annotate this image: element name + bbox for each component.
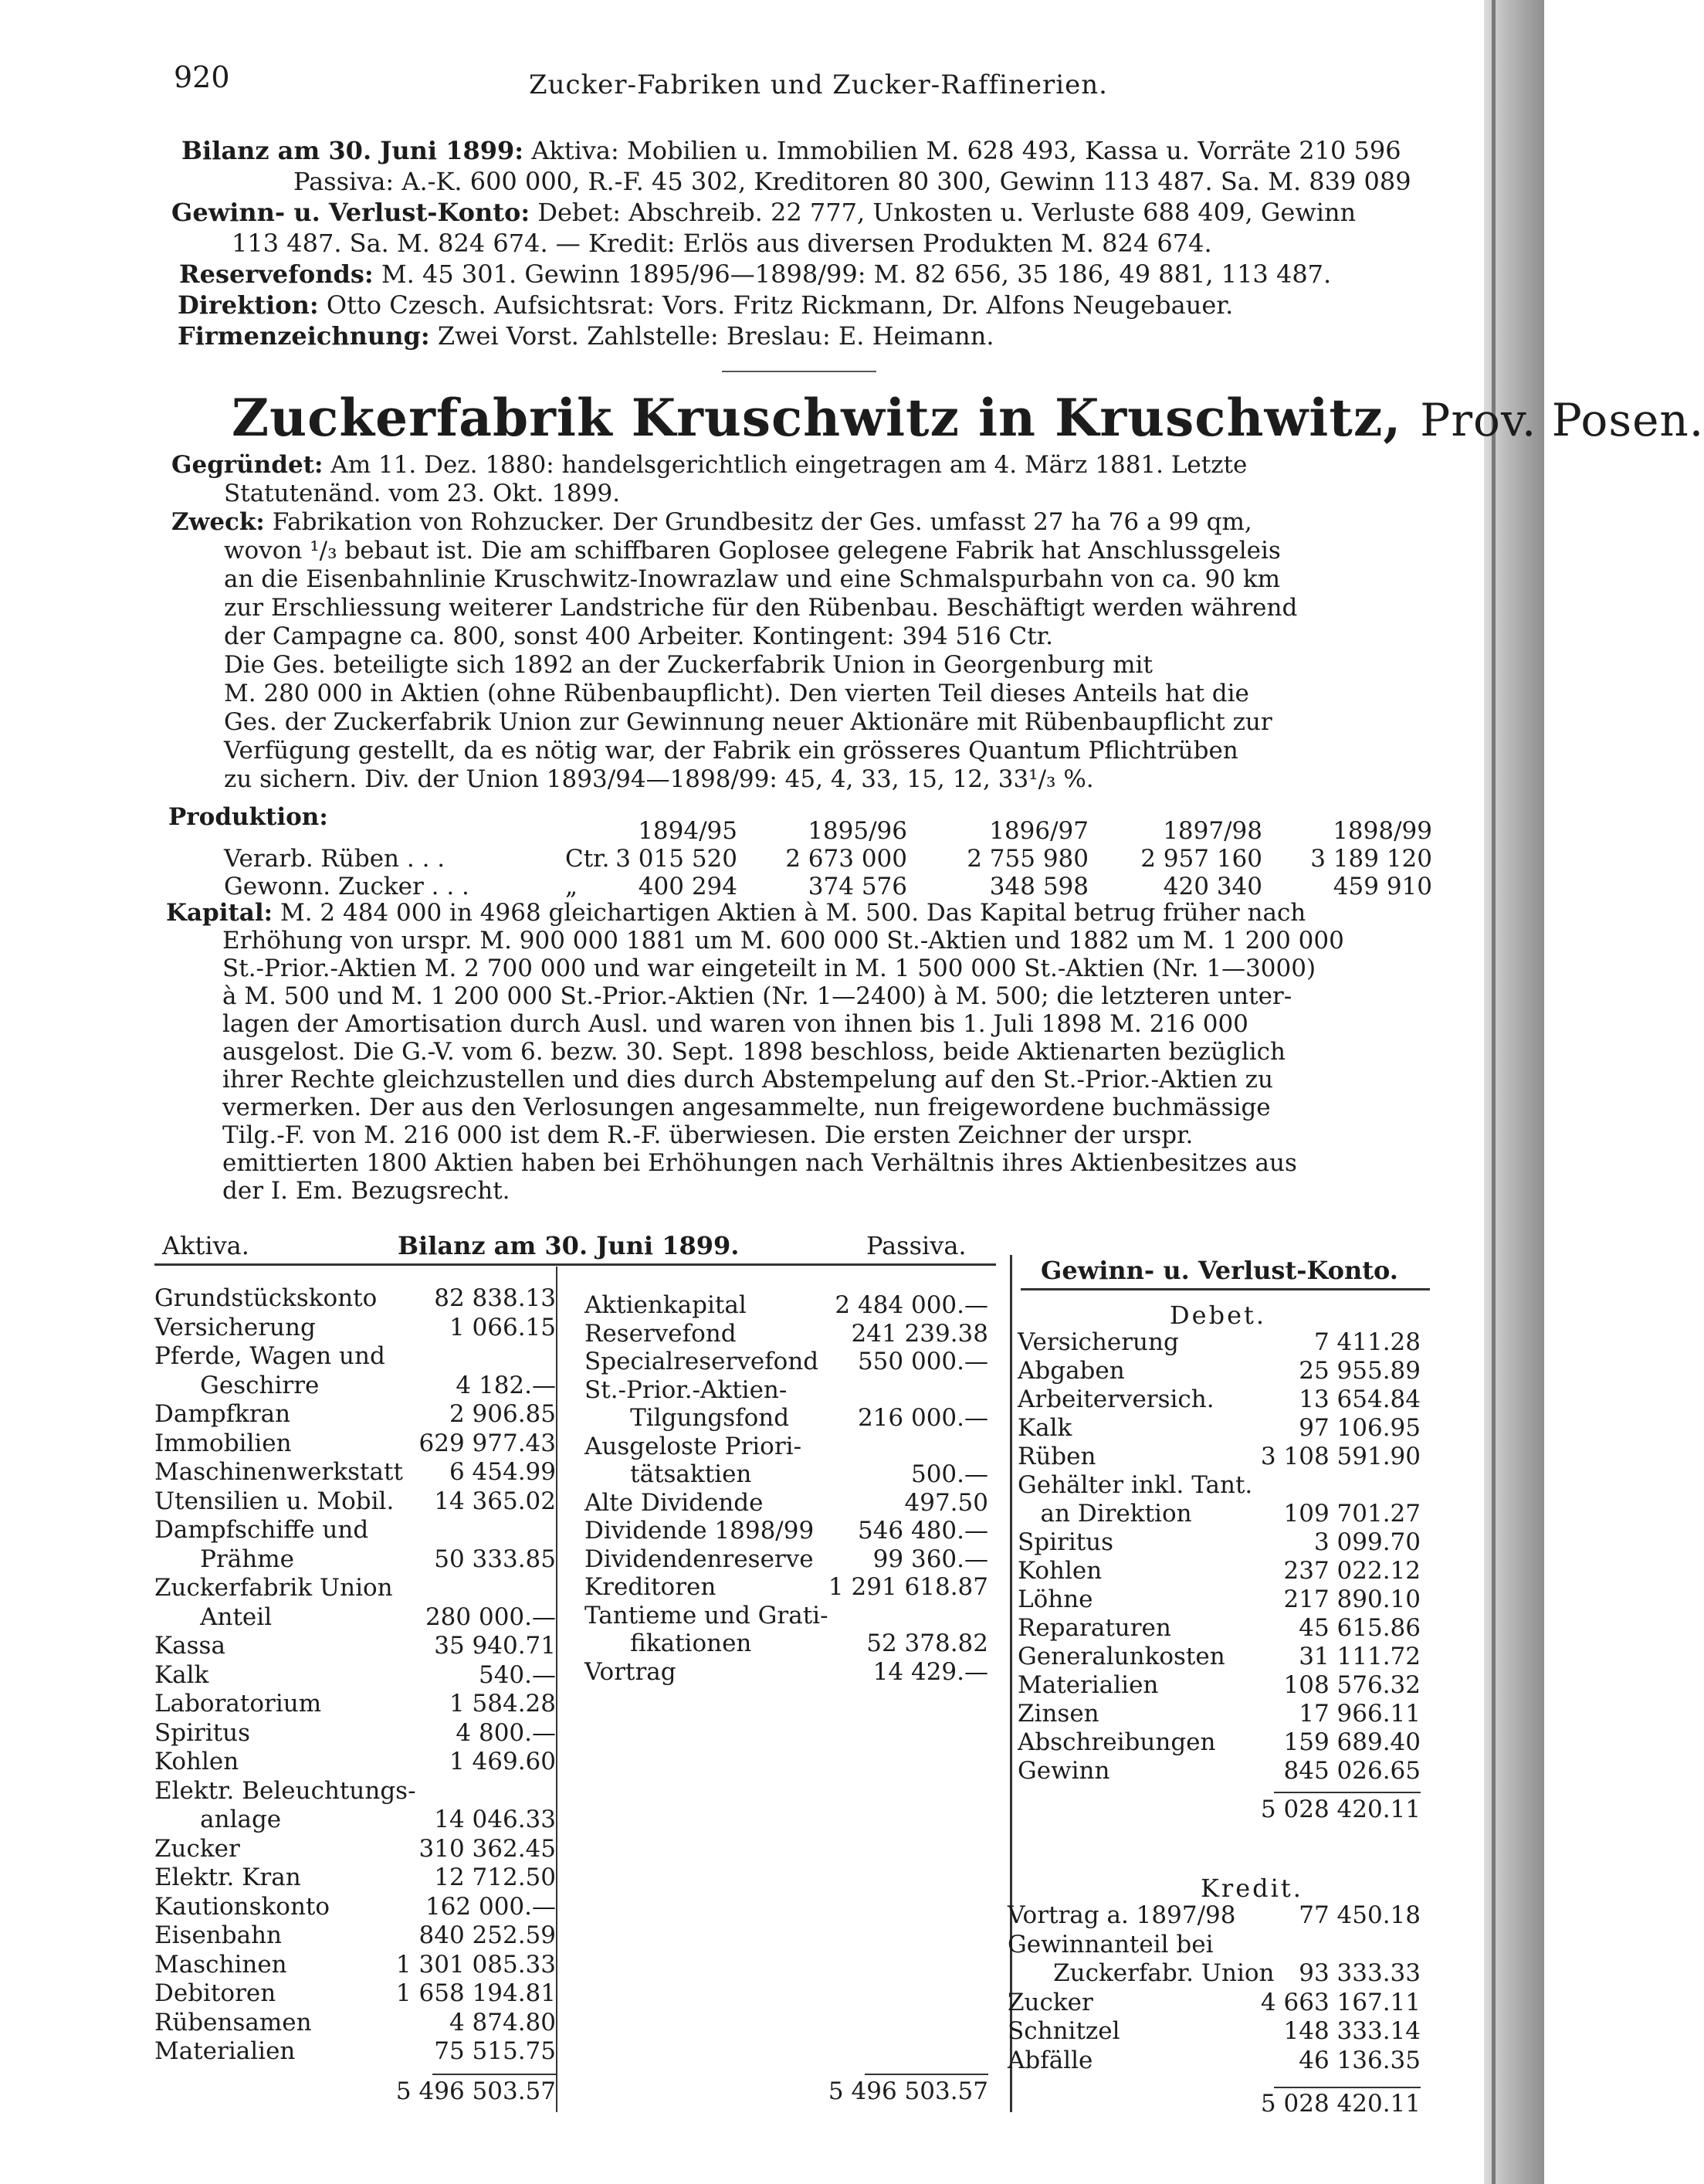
debet-total-rule xyxy=(1274,1792,1421,1793)
aktiva-row xyxy=(154,1864,556,1891)
production-unit: Ctr. xyxy=(565,845,610,873)
debet-row xyxy=(1018,1328,1421,1356)
aktiva-row-value: 1 066.15 xyxy=(449,1313,556,1341)
debet-row-name: Abschreibungen xyxy=(1018,1728,1216,1756)
entry-line xyxy=(171,452,1247,478)
capital-line-text: Tilg.-F. von M. 216 000 ist dem R.-F. überwiesen. Die ersten Zeichner der urspr. xyxy=(222,1121,1194,1149)
aktiva-row-value: 35 940.71 xyxy=(434,1632,556,1660)
aktiva-row-value: 6 454.99 xyxy=(449,1458,556,1486)
aktiva-row xyxy=(154,1284,556,1312)
passiva-row xyxy=(584,1545,988,1573)
capital-line xyxy=(222,1150,1297,1176)
aktiva-row-name: Zuckerfabrik Union xyxy=(154,1574,393,1602)
capital-line-text: Erhöhung von urspr. M. 900 000 1881 um M. 600 000 St.-Aktien und 1882 um M. 1 200 000 xyxy=(222,927,1344,955)
balance-top-rule xyxy=(154,1263,996,1266)
aktiva-total-rule xyxy=(432,2074,556,2075)
debet-row xyxy=(1018,1443,1421,1470)
debet-row-name: Zinsen xyxy=(1018,1700,1099,1728)
passiva-row-name: Dividendenreserve xyxy=(584,1545,814,1573)
debet-row xyxy=(1018,1557,1421,1585)
passiva-row-name: Tilgungsfond xyxy=(584,1404,790,1432)
debet-row-value: 237 022.12 xyxy=(1283,1557,1421,1585)
entry-line xyxy=(171,509,1252,535)
prev-entry-line xyxy=(178,290,1233,320)
passiva-row xyxy=(584,1517,988,1545)
aktiva-row-name: Materialien xyxy=(154,2037,296,2065)
kredit-row-name: Vortrag a. 1897/98 xyxy=(1008,1901,1236,1929)
entry-line-text: zu sichern. Div. der Union 1893/94—1898/99: 45, 4, 33, 15, 12, 33¹/₃ %. xyxy=(224,765,1094,793)
entry-line xyxy=(224,738,1238,764)
debet-row-value: 3 099.70 xyxy=(1313,1528,1421,1556)
prev-entry-line-text: M. 45 301. Gewinn 1895/96—1898/99: M. 82 656, 35 186, 49 881, 113 487. xyxy=(373,259,1332,289)
debet-label: Debet. xyxy=(1170,1301,1267,1330)
debet-row-value: 159 689.40 xyxy=(1283,1728,1421,1756)
aktiva-row xyxy=(154,1342,556,1370)
company-location: Prov. Posen. xyxy=(1420,394,1704,446)
prev-entry-line-text: 113 487. Sa. M. 824 674. — Kredit: Erlös aus diversen Produkten M. 824 674. xyxy=(232,229,1212,258)
debet-row xyxy=(1018,1700,1421,1728)
kredit-row-name: Zucker xyxy=(1008,1988,1093,2016)
kredit-row-value: 4 663 167.11 xyxy=(1260,1988,1421,2016)
passiva-row-name: Ausgeloste Priori- xyxy=(584,1432,802,1460)
aktiva-row-name: Kalk xyxy=(154,1660,209,1689)
production-value: 374 576 xyxy=(808,873,907,900)
aktiva-row-name: Maschinen xyxy=(154,1950,287,1979)
aktiva-row xyxy=(154,1921,556,1949)
capital-line xyxy=(222,983,1292,1009)
entry-line-label: Gegründet: xyxy=(171,451,324,479)
aktiva-label: Aktiva. xyxy=(162,1231,249,1260)
production-value: 400 294 xyxy=(638,873,737,900)
debet-row xyxy=(1018,1357,1421,1385)
capital-line-text: ihrer Rechte gleichzustellen und dies durch Abstempelung auf den St.-Prior.-Aktien zu xyxy=(222,1066,1273,1094)
production-value: 420 340 xyxy=(1163,873,1262,900)
production-value: 2 673 000 xyxy=(785,845,907,873)
aktiva-row xyxy=(154,1806,556,1833)
passiva-row-name: tätsaktien xyxy=(584,1460,752,1488)
prev-entry-line xyxy=(181,135,1401,166)
passiva-row-value: 2 484 000.— xyxy=(835,1291,988,1319)
passiva-row-name: Tantieme und Grati- xyxy=(584,1601,828,1630)
kredit-row xyxy=(1008,1931,1421,1958)
prev-entry-line-text: Otto Czesch. Aufsichtsrat: Vors. Fritz Rickmann, Dr. Alfons Neugebauer. xyxy=(318,290,1234,320)
debet-row-value: 31 111.72 xyxy=(1299,1643,1421,1670)
aktiva-row-value: 82 838.13 xyxy=(434,1284,556,1312)
entry-line-text: Am 11. Dez. 1880: handelsgerichtlich eingetragen am 4. März 1881. Letzte xyxy=(323,451,1248,479)
prev-entry-line-label: Direktion: xyxy=(178,290,319,320)
debet-row-value: 25 955.89 xyxy=(1299,1357,1421,1385)
aktiva-row-value: 75 515.75 xyxy=(434,2037,556,2065)
debet-row-name: Arbeiterversich. xyxy=(1018,1385,1214,1413)
debet-row-name: Abgaben xyxy=(1018,1357,1125,1385)
passiva-label: Passiva. xyxy=(866,1231,967,1260)
entry-line-text: Ges. der Zuckerfabrik Union zur Gewinnung neuer Aktionäre mit Rübenbaupflicht zur xyxy=(224,708,1272,736)
aktiva-row-name: Laboratorium xyxy=(154,1690,322,1718)
aktiva-row xyxy=(154,1516,556,1544)
aktiva-row-value: 50 333.85 xyxy=(434,1545,556,1573)
passiva-row-value: 99 360.— xyxy=(872,1545,988,1573)
passiva-row-value: 14 429.— xyxy=(872,1657,988,1686)
capital-line-label: Kapital: xyxy=(166,899,273,927)
prev-entry-line xyxy=(232,228,1212,259)
passiva-row xyxy=(584,1348,988,1375)
aktiva-row xyxy=(154,1690,556,1718)
aktiva-row-value: 310 362.45 xyxy=(418,1834,556,1863)
scanned-page: 920 Zucker-Fabriken und Zucker-Raffinerien. Bilanz am 30. Juni 1899: Aktiva: Mobilien u. Immobilien M. 628 493, Kassa u. Vorräte 210 596 Passiva: A.-K. 600 000, R.-F. 45 302, Kreditoren 80 300, Gewinn 113 487. Sa. M. 839 089 Gewinn- u. Verlust-Konto: Debet: Abschreib. 22 777, Unkosten u. Verluste 688 409, Gewinn 113 487. Sa. M. 824 674. — Kredit: Erlös aus diversen Produkten M. 824 674. Reservefonds: M. 45 301. Gewinn 1895/96—1898/99: M. 82 656, 35 186, 49 881, 113 487. Direktion: Otto Czesch. Aufsichtsrat: Vors. Fritz Rickmann, Dr. Alfons Neugebauer. Firmenzeichnung: Zwei Vorst. Zahlstelle: Breslau: E. Heimann. Zuckerfabrik Kruschwitz in Kruschwitz, Prov. Posen. Gegründet: Am 11. Dez. 1880: handelsgerichtlich eingetragen am 4. März 1881. Letzte Statutenänd. vom 23. Okt. 1899. Zweck: Fabrikation von Rohzucker. Der Grundbesitz der Ges. umfasst 27 ha 76 a 99 qm, wovon ¹/₃ bebaut ist. Die am schiffbaren Goplosee gelegene Fabrik hat Anschlussgeleis an die Eisenbahnlinie Kruschwitz-Inowrazlaw und eine Schmalspurbahn von ca. 90 km zur Erschliessung weiterer Landstriche für den Rübenbau. Beschäftigt werden während der Campagne ca. 800, sonst 400 Arbeiter. Kontingent: 394 516 Ctr. Die Ges. beteiligte sich 1892 an der Zuckerfabrik Union in Georgenburg mit M. 280 000 in Aktien (ohne Rübenbaupflicht). Den vierten Teil dieses Anteils hat die Ges. der Zuckerfabrik Union zur Gewinnung neuer Aktionäre mit Rübenbaupflicht zur Verfügung gestellt, da es nötig war, der Fabrik ein grösseres Quantum Pflichtrüben zu sichern. Div. der Union 1893/94—1898/99: 45, 4, 33, 15, 12, 33¹/₃ %. Produktion: 1894/95 1895/96 1896/97 1897/98 1898/99 Verarb. Rüben . . . Ctr. 3 015 520 2 673 000 2 755 980 2 957 160 3 189 120 Gewonn. Zucker . . . „ 400 294 374 576 348 598 420 340 459 910 Kapital: M. 2 484 000 in 4968 gleichartigen Aktien à M. 500. Das Kapital betrug früher nach Erhöhung von urspr. M. 900 000 1881 um M. 600 000 St.-Aktien und 1882 um M. 1 200 000 St.-Prior.-Aktien M. 2 700 000 und war eingeteilt in M. 1 500 000 St.-Aktien (Nr. 1—3000) à M. 500 und M. 1 200 000 St.-Prior.-Aktien (Nr. 1—2400) à M. 500; die letzteren unter- lagen der Amortisation durch Ausl. und waren von ihnen bis 1. Juli 1898 M. 216 000 ausgelost. Die G.-V. vom 6. bezw. 30. Sept. 1898 beschloss, beide Aktienarten bezüglich ihrer Rechte gleichzustellen und dies durch Abstempelung auf den St.-Prior.-Aktien zu vermerken. Der aus den Verlosungen angesammelte, nun freigewordene buchmässige Tilg.-F. von M. 216 000 ist dem R.-F. überwiesen. Die ersten Zeichner der urspr. emittierten 1800 Aktien haben bei Erhöhungen nach Verhältnis ihres Aktienbesitzes aus der I. Em. Bezugsrecht. Aktiva. Bilanz am 30. Juni 1899. Passiva. Grundstückskonto 82 838.13 Versicherung 1 066.15 Pferde, Wagen und Geschirre 4 182.— Dampfkran 2 906.85 Immobilien 629 977.43 Maschinenwerkstatt 6 454.99 Utensilien u. Mobil. 14 365.02 Dampfschiffe und Prähme 50 333.85 Zuckerfabrik Union Anteil 280 000.— Kassa 35 940.71 Kalk 540.— Laboratorium 1 584.28 Spiritus 4 800.— Kohlen 1 469.60 Elektr. Beleuchtungs- anlage 14 046.33 Zucker 310 362.45 Elektr. Kran 12 712.50 Kautionskonto 162 000.— Eisenbahn 840 252.59 Maschinen 1 301 085.33 Debitoren 1 658 194.81 Rübensamen 4 874.80 Materialien 75 515.75 Aktienkapital 2 484 000.— Reservefond 241 239.38 Specialreservefond 550 000.— St.-Prior.-Aktien- Tilgungsfond 216 000.— Ausgeloste Priori- tätsaktien 500.— Alte Dividende 497.50 Dividende 1898/99 546 480.— Dividendenreserve 99 360.— Kreditoren 1 291 618.87 Tantieme und Grati- fikationen 52 378.82 Vortrag 14 429.— 5 496 503.57 5 496 503.57 Gewinn- u. Verlust-Konto. Debet. Versicherung 7 411.28 Abgaben 25 955.89 Arbeiterversich. 13 654.84 Kalk 97 106.95 Rüben 3 108 591.90 Gehälter inkl. Tant. an Direktion 109 701.27 Spiritus 3 099.70 Kohlen 237 022.12 Löhne 217 890.10 Reparaturen 45 615.86 Generalunkosten 31 111.72 Materialien 108 576.32 Zinsen 17 966.11 Abschreibungen 159 689.40 Gewinn 845 026.65 5 028 420.11 Kredit. Vortrag a. 1897/98 77 450.18 Gewinnanteil bei Zuckerfabr. Union 93 333.33 Zucker 4 663 167.11 Schnitzel 148 333.14 Abfälle 46 136.35 5 028 420.11 xyxy=(0,0,1544,2184)
aktiva-row-name: anlage xyxy=(154,1806,282,1833)
prev-entry-line-label: Bilanz am 30. Juni 1899: xyxy=(181,136,524,165)
production-value: 459 910 xyxy=(1333,873,1432,900)
aktiva-row xyxy=(154,1951,556,1979)
aktiva-row xyxy=(154,1574,556,1602)
aktiva-row-name: Eisenbahn xyxy=(154,1921,283,1949)
entry-line xyxy=(224,538,1281,564)
kredit-row xyxy=(1008,2047,1421,2074)
kredit-row-name: Gewinnanteil bei xyxy=(1008,1930,1214,1958)
debet-row-name: Generalunkosten xyxy=(1018,1643,1225,1670)
passiva-row-name: Kreditoren xyxy=(584,1573,716,1601)
prev-entry-line-text: Zwei Vorst. Zahlstelle: Breslau: E. Heimann. xyxy=(429,321,994,351)
pl-title: Gewinn- u. Verlust-Konto. xyxy=(1041,1256,1398,1285)
passiva-row-value: 52 378.82 xyxy=(866,1630,988,1657)
aktiva-row xyxy=(154,1661,556,1689)
entry-line-text: M. 280 000 in Aktien (ohne Rübenbaupflicht). Den vierten Teil dieses Anteils hat die xyxy=(224,680,1249,707)
entry-line xyxy=(224,623,1053,649)
aktiva-row xyxy=(154,1487,556,1515)
page-number: 920 xyxy=(174,60,230,94)
prev-entry-line xyxy=(293,166,1411,197)
capital-line-text: M. 2 484 000 in 4968 gleichartigen Aktien à M. 500. Das Kapital betrug früher nach xyxy=(273,899,1306,927)
page-header xyxy=(174,60,1440,107)
debet-row-name: an Direktion xyxy=(1018,1500,1192,1528)
capital-line xyxy=(222,1039,1286,1065)
passiva-row-value: 497.50 xyxy=(904,1488,988,1517)
aktiva-row-name: Geschirre xyxy=(154,1371,320,1399)
production-year: 1894/95 xyxy=(638,817,737,845)
aktiva-row-value: 14 365.02 xyxy=(434,1487,556,1515)
passiva-row-name: Specialreservefond xyxy=(584,1348,819,1375)
passiva-row xyxy=(584,1460,988,1488)
debet-row xyxy=(1018,1757,1421,1785)
kredit-total-rule xyxy=(1274,2087,1421,2088)
debet-row-value: 13 654.84 xyxy=(1299,1385,1421,1413)
aktiva-row-name: Spiritus xyxy=(154,1718,251,1747)
entry-line-text: Fabrikation von Rohzucker. Der Grundbesitz der Ges. umfasst 27 ha 76 a 99 qm, xyxy=(264,508,1252,536)
passiva-row xyxy=(584,1658,988,1686)
debet-row xyxy=(1018,1528,1421,1556)
capital-line xyxy=(222,1094,1271,1121)
aktiva-row-name: Prähme xyxy=(154,1545,294,1573)
passiva-row-name: Reservefond xyxy=(584,1319,737,1348)
kredit-row-value: 148 333.14 xyxy=(1283,2017,1421,2045)
balance-center-rule xyxy=(556,1267,557,2112)
kredit-row xyxy=(1008,2017,1421,2045)
kredit-row-name: Zuckerfabr. Union xyxy=(1008,1959,1275,1987)
prev-entry-line xyxy=(178,320,994,351)
debet-row-value: 97 106.95 xyxy=(1299,1414,1421,1442)
passiva-row-value: 241 239.38 xyxy=(851,1319,988,1348)
debet-row-value: 109 701.27 xyxy=(1283,1500,1421,1528)
entry-line xyxy=(224,566,1280,592)
aktiva-row-value: 629 977.43 xyxy=(418,1429,556,1457)
debet-row xyxy=(1018,1671,1421,1699)
prev-entry-line-label: Reservefonds: xyxy=(179,259,374,289)
aktiva-row xyxy=(154,1893,556,1921)
production-unit: „ xyxy=(565,873,578,900)
kredit-row-name: Abfälle xyxy=(1008,2046,1093,2074)
passiva-row-name: Dividende 1898/99 xyxy=(584,1517,815,1545)
aktiva-row-name: Dampfschiffe und xyxy=(154,1516,369,1544)
debet-row-name: Kohlen xyxy=(1018,1557,1103,1585)
entry-line-text: zur Erschliessung weiterer Landstriche für den Rübenbau. Beschäftigt werden während xyxy=(224,594,1298,622)
entry-line-text: Verfügung gestellt, da es nötig war, der Fabrik ein grösseres Quantum Pflichtrüben xyxy=(224,737,1238,765)
aktiva-row-value: 4 874.80 xyxy=(449,2008,556,2036)
passiva-row-value: 550 000.— xyxy=(857,1348,988,1375)
entry-line-text: an die Eisenbahnlinie Kruschwitz-Inowrazlaw und eine Schmalspurbahn von ca. 90 km xyxy=(224,565,1280,593)
prev-entry-line-text: Debet: Abschreib. 22 777, Unkosten u. Verluste 688 409, Gewinn xyxy=(530,198,1357,227)
kredit-row xyxy=(1008,1901,1421,1929)
aktiva-row-name: Rübensamen xyxy=(154,2008,312,2036)
entry-line xyxy=(224,766,1094,792)
aktiva-row-value: 162 000.— xyxy=(425,1892,556,1921)
debet-row xyxy=(1018,1471,1421,1499)
aktiva-row-name: Dampfkran xyxy=(154,1400,291,1428)
prev-entry-line xyxy=(171,197,1356,228)
production-year: 1895/96 xyxy=(808,817,907,845)
aktiva-row-name: Kautionskonto xyxy=(154,1892,330,1921)
aktiva-row-value: 1 584.28 xyxy=(449,1690,556,1718)
aktiva-row-name: Debitoren xyxy=(154,1979,276,2007)
aktiva-row-value: 4 182.— xyxy=(456,1371,556,1399)
debet-row-value: 3 108 591.90 xyxy=(1260,1443,1421,1470)
entry-line-label: Zweck: xyxy=(171,508,265,536)
debet-row-value: 845 026.65 xyxy=(1283,1757,1421,1785)
aktiva-row-value: 4 800.— xyxy=(456,1718,556,1747)
aktiva-row-value: 540.— xyxy=(478,1660,556,1689)
running-title: Zucker-Fabriken und Zucker-Raffinerien. xyxy=(529,70,1108,100)
entry-line-text: Statutenänd. vom 23. Okt. 1899. xyxy=(224,480,621,507)
debet-row xyxy=(1018,1500,1421,1528)
passiva-row xyxy=(584,1433,988,1460)
debet-row-value: 7 411.28 xyxy=(1313,1328,1421,1356)
debet-row-value: 17 966.11 xyxy=(1299,1700,1421,1728)
debet-row xyxy=(1018,1614,1421,1642)
debet-row-name: Rüben xyxy=(1018,1443,1096,1470)
passiva-row-name: Alte Dividende xyxy=(584,1488,764,1517)
aktiva-row xyxy=(154,1835,556,1863)
production-value: 2 755 980 xyxy=(967,845,1089,873)
passiva-row xyxy=(584,1404,988,1432)
passiva-row-value: 216 000.— xyxy=(857,1404,988,1432)
passiva-row xyxy=(584,1320,988,1348)
passiva-row-value: 546 480.— xyxy=(857,1517,988,1545)
aktiva-row xyxy=(154,1719,556,1747)
capital-line-text: der I. Em. Bezugsrecht. xyxy=(222,1177,510,1205)
capital-line xyxy=(166,900,1306,926)
passiva-row-name: fikationen xyxy=(584,1630,752,1657)
passiva-row xyxy=(584,1489,988,1517)
entry-line-text: der Campagne ca. 800, sonst 400 Arbeiter. Kontingent: 394 516 Ctr. xyxy=(224,622,1053,650)
entry-line xyxy=(224,652,1153,678)
kredit-row xyxy=(1008,1989,1421,2016)
kredit-row-value: 93 333.33 xyxy=(1299,1959,1421,1987)
entry-line xyxy=(224,709,1272,735)
kredit-row xyxy=(1008,1959,1421,1987)
aktiva-row-name: Zucker xyxy=(154,1834,240,1863)
entry-line xyxy=(224,595,1297,621)
passiva-row-name: St.-Prior.-Aktien- xyxy=(584,1375,788,1404)
aktiva-row-name: Kassa xyxy=(154,1632,225,1660)
debet-row-name: Gehälter inkl. Tant. xyxy=(1018,1471,1253,1499)
debet-row xyxy=(1018,1643,1421,1670)
aktiva-row xyxy=(154,1458,556,1486)
debet-row-name: Versicherung xyxy=(1018,1328,1179,1356)
debet-row xyxy=(1018,1385,1421,1413)
aktiva-row-name: Anteil xyxy=(154,1602,273,1631)
aktiva-row-value: 2 906.85 xyxy=(449,1400,556,1428)
prev-entry-line-text: Passiva: A.-K. 600 000, R.-F. 45 302, Kreditoren 80 300, Gewinn 113 487. Sa. M. 839 089 xyxy=(293,167,1411,196)
production-year: 1898/99 xyxy=(1333,817,1432,845)
aktiva-row-name: Grundstückskonto xyxy=(154,1284,378,1312)
aktiva-row-value: 12 712.50 xyxy=(434,1864,556,1891)
kredit-label: Kredit. xyxy=(1201,1874,1303,1903)
debet-row-name: Kalk xyxy=(1018,1414,1072,1442)
capital-line-text: ausgelost. Die G.-V. vom 6. bezw. 30. Sept. 1898 beschloss, beide Aktienarten bezüglich xyxy=(222,1038,1286,1066)
passiva-row-name: Vortrag xyxy=(584,1657,676,1686)
aktiva-row xyxy=(154,2037,556,2065)
entry-title xyxy=(232,388,1704,448)
aktiva-row-name: Pferde, Wagen und xyxy=(154,1342,385,1370)
production-value: 2 957 160 xyxy=(1140,845,1262,873)
capital-line-text: vermerken. Der aus den Verlosungen angesammelte, nun freigewordene buchmässige xyxy=(222,1094,1271,1121)
aktiva-row xyxy=(154,1603,556,1631)
production-value: 348 598 xyxy=(989,873,1089,900)
aktiva-row-value: 280 000.— xyxy=(425,1602,556,1631)
aktiva-row-value: 1 301 085.33 xyxy=(395,1950,556,1979)
passiva-row-name: Aktienkapital xyxy=(584,1291,747,1319)
capital-line-text: emittierten 1800 Aktien haben bei Erhöhungen nach Verhältnis ihres Aktienbesitzes aus xyxy=(222,1149,1297,1177)
kredit-row-value: 46 136.35 xyxy=(1299,2046,1421,2074)
aktiva-row-value: 1 658 194.81 xyxy=(395,1979,556,2007)
production-value: 3 015 520 xyxy=(615,845,737,873)
aktiva-row xyxy=(154,1632,556,1660)
aktiva-row-name: Immobilien xyxy=(154,1429,292,1457)
capital-line xyxy=(222,1178,510,1204)
entry-separator xyxy=(722,371,876,372)
production-value: 3 189 120 xyxy=(1310,845,1432,873)
debet-row xyxy=(1018,1728,1421,1756)
capital-line xyxy=(222,955,1316,982)
entry-line-text: Die Ges. beteiligte sich 1892 an der Zuckerfabrik Union in Georgenburg mit xyxy=(224,651,1153,679)
book-spine-edge xyxy=(1492,0,1496,2184)
pl-top-rule xyxy=(1021,1288,1430,1290)
debet-row-name: Löhne xyxy=(1018,1585,1093,1613)
passiva-row xyxy=(584,1630,988,1657)
debet-row-name: Reparaturen xyxy=(1018,1614,1171,1642)
aktiva-row-name: Maschinenwerkstatt xyxy=(154,1458,403,1486)
production-year: 1896/97 xyxy=(989,817,1089,845)
aktiva-row xyxy=(154,1314,556,1341)
prev-entry-line-label: Gewinn- u. Verlust-Konto: xyxy=(171,198,530,227)
aktiva-row xyxy=(154,1372,556,1399)
debet-row xyxy=(1018,1414,1421,1442)
capital-line xyxy=(222,928,1344,954)
passiva-row xyxy=(584,1573,988,1601)
aktiva-row xyxy=(154,1400,556,1428)
aktiva-row-value: 1 469.60 xyxy=(449,1748,556,1775)
aktiva-row xyxy=(154,1429,556,1457)
debet-row-value: 217 890.10 xyxy=(1283,1585,1421,1613)
passiva-row xyxy=(584,1376,988,1404)
prev-entry-line xyxy=(179,259,1331,290)
debet-row-name: Spiritus xyxy=(1018,1528,1114,1556)
entry-line-text: wovon ¹/₃ bebaut ist. Die am schiffbaren Goplosee gelegene Fabrik hat Anschlussgeleis xyxy=(224,537,1281,565)
balance-title: Bilanz am 30. Juni 1899. xyxy=(398,1231,740,1260)
aktiva-row xyxy=(154,1545,556,1573)
debet-row-value: 108 576.32 xyxy=(1283,1671,1421,1699)
aktiva-row xyxy=(154,1979,556,2007)
aktiva-row-value: 840 252.59 xyxy=(418,1921,556,1949)
capital-line xyxy=(222,1011,1248,1037)
production-row-name: Verarb. Rüben . . . xyxy=(224,845,445,873)
capital-line-text: lagen der Amortisation durch Ausl. und waren von ihnen bis 1. Juli 1898 M. 216 000 xyxy=(222,1010,1248,1038)
aktiva-row-name: Elektr. Beleuchtungs- xyxy=(154,1776,416,1805)
prev-entry-line-label: Firmenzeichnung: xyxy=(178,321,430,351)
aktiva-row xyxy=(154,1748,556,1775)
debet-row-name: Materialien xyxy=(1018,1671,1159,1699)
capital-line-text: à M. 500 und M. 1 200 000 St.-Prior.-Aktien (Nr. 1—2400) à M. 500; die letzteren unter- xyxy=(222,982,1292,1010)
production-label: Produktion: xyxy=(168,803,328,831)
passiva-total-rule xyxy=(865,2074,988,2075)
kredit-row-value: 77 450.18 xyxy=(1299,1901,1421,1929)
debet-row xyxy=(1018,1585,1421,1613)
prev-entry-line-text: Aktiva: Mobilien u. Immobilien M. 628 493, Kassa u. Vorräte 210 596 xyxy=(523,136,1401,165)
passiva-row xyxy=(584,1291,988,1319)
kredit-row-name: Schnitzel xyxy=(1008,2017,1120,2045)
aktiva-row-name: Kohlen xyxy=(154,1748,239,1775)
aktiva-row xyxy=(154,2009,556,2036)
entry-line xyxy=(224,480,620,507)
company-name: Zuckerfabrik Kruschwitz in Kruschwitz, xyxy=(232,388,1402,448)
production-row-name: Gewonn. Zucker . . . xyxy=(224,873,469,900)
passiva-row xyxy=(584,1602,988,1630)
passiva-row-value: 500.— xyxy=(910,1460,988,1488)
capital-line xyxy=(222,1122,1193,1148)
aktiva-row-value: 14 046.33 xyxy=(434,1806,556,1833)
aktiva-row-name: Versicherung xyxy=(154,1313,316,1341)
aktiva-row-name: Utensilien u. Mobil. xyxy=(154,1487,395,1515)
debet-row-name: Gewinn xyxy=(1018,1757,1110,1785)
capital-line-text: St.-Prior.-Aktien M. 2 700 000 und war eingeteilt in M. 1 500 000 St.-Aktien (Nr. 1—3000) xyxy=(222,955,1316,982)
production-year: 1897/98 xyxy=(1163,817,1262,845)
entry-line xyxy=(224,680,1249,707)
aktiva-row-name: Elektr. Kran xyxy=(154,1864,301,1891)
capital-line xyxy=(222,1067,1273,1093)
aktiva-row xyxy=(154,1777,556,1805)
passiva-row-value: 1 291 618.87 xyxy=(828,1573,988,1601)
debet-row-value: 45 615.86 xyxy=(1299,1614,1421,1642)
